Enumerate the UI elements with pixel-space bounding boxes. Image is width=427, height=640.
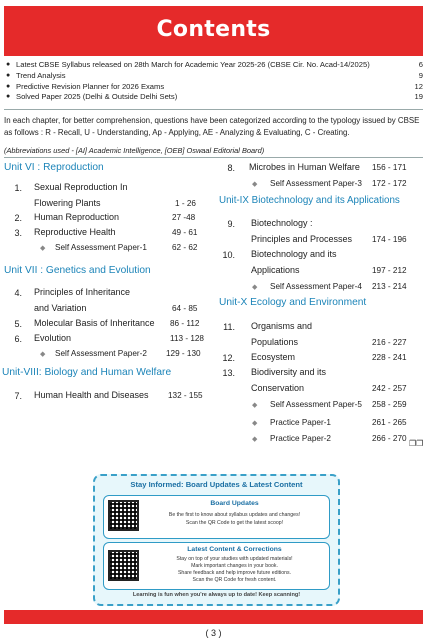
diamond-icon: ◆ <box>40 351 46 358</box>
card-line: Scan the QR Code for fresh content. <box>192 577 277 583</box>
title-banner <box>4 6 423 56</box>
chapter-title-cont[interactable]: Flowering Plants <box>34 198 101 208</box>
card-line: Be the first to know about syllabus updates and changes! <box>168 512 301 518</box>
box-footer: Learning is fun when you're always up to date! Keep scanning! <box>132 592 301 598</box>
card-line: Stay on top of your studies with updated materials! <box>176 556 293 562</box>
self-assessment-title[interactable]: Self Assessment Paper-4 <box>270 282 362 291</box>
chapter-title-cont[interactable]: and Variation <box>34 303 87 313</box>
diamond-icon: ◆ <box>40 245 46 252</box>
page-range: 258 - 259 <box>372 400 407 409</box>
divider <box>4 157 423 158</box>
unit-heading[interactable]: Unit-IX Biotechnology and its Applications <box>219 195 400 206</box>
card-title: Board Updates <box>210 500 259 507</box>
chapter-title[interactable]: Molecular Basis of Inheritance <box>34 318 155 328</box>
chapter-title-cont[interactable]: Conservation <box>251 383 305 393</box>
page-number: ( 3 ) <box>205 628 222 638</box>
chapter-title[interactable]: Reproductive Health <box>34 227 116 237</box>
diamond-icon: ◆ <box>252 284 258 291</box>
front-matter-item[interactable]: ● Trend Analysis 9 <box>6 70 423 80</box>
card-line: Scan the QR Code to get the latest scoop! <box>185 520 284 526</box>
practice-paper-title[interactable]: Practice Paper-2 <box>270 434 331 443</box>
chapter-number: 7. <box>14 391 22 401</box>
chapter-title[interactable]: Human Reproduction <box>34 212 120 222</box>
page-range: 172 - 172 <box>372 179 407 188</box>
qr-code-icon[interactable] <box>108 500 139 531</box>
chapter-number: 11. <box>223 322 235 332</box>
chapter-title[interactable]: Ecosystem <box>251 352 296 362</box>
self-assessment-title[interactable]: Self Assessment Paper-2 <box>55 349 147 358</box>
page-range: 49 - 61 <box>172 228 198 237</box>
stay-informed-box <box>93 474 340 606</box>
chapter-number: 9. <box>227 219 235 229</box>
page-range: 64 - 85 <box>172 304 198 313</box>
page-range: 62 - 62 <box>172 243 198 252</box>
page-range: 216 - 227 <box>372 338 407 347</box>
chapter-title-cont[interactable]: Principles and Processes <box>251 234 353 244</box>
page-range: 266 - 270 <box>372 434 407 443</box>
chapter-title[interactable]: Evolution <box>34 333 72 343</box>
page-range: 1 - 26 <box>175 199 196 208</box>
chapter-number: 6. <box>14 334 22 344</box>
chapter-title[interactable]: Sexual Reproduction In <box>34 182 128 192</box>
page-range: 156 - 171 <box>372 163 407 172</box>
front-matter-item[interactable]: ● Solved Paper 2025 (Delhi & Outside Delhi Sets) 19 <box>6 92 423 102</box>
diamond-icon: ◆ <box>252 181 258 188</box>
unit-heading[interactable]: Unit-VIII: Biology and Human Welfare <box>2 367 172 378</box>
front-matter-item[interactable]: ● Predictive Revision Planner for 2026 Exams 12 <box>6 81 423 91</box>
bullet-icon: ● <box>6 71 11 79</box>
chapter-title[interactable]: Organisms and <box>251 321 313 331</box>
chapter-title[interactable]: Microbes in Human Welfare <box>249 162 360 172</box>
chapter-title[interactable]: Biotechnology : <box>251 218 313 228</box>
page-title: Contents <box>156 17 271 42</box>
page-range: 197 - 212 <box>372 266 407 275</box>
page-range: 174 - 196 <box>372 235 407 244</box>
divider <box>4 109 423 110</box>
page-range: 132 - 155 <box>168 391 203 400</box>
card-line: Mark important changes in your book. <box>191 563 278 569</box>
chapter-number: 5. <box>14 319 22 329</box>
unit-heading[interactable]: Unit VII : Genetics and Evolution <box>4 265 151 276</box>
unit-heading[interactable]: Unit-X Ecology and Environment <box>219 297 367 308</box>
card-title: Latest Content & Corrections <box>187 546 282 553</box>
intro-paragraph: In each chapter, for better comprehension, questions have been categorized according to the typology issued by CBSE as follows : R - Recall, U - Understanding, Ap - Applying, AE - Analyzing & Evaluating, C - Creating. <box>4 116 420 138</box>
chapter-number: 10. <box>222 250 235 260</box>
page-range: 228 - 241 <box>372 353 407 362</box>
page-range: 242 - 257 <box>372 384 407 393</box>
front-matter-list <box>4 60 423 103</box>
chapter-number: 1. <box>14 183 22 193</box>
chapter-title[interactable]: Biotechnology and its <box>251 249 337 259</box>
chapter-number: 8. <box>227 163 235 173</box>
chapter-title-cont[interactable]: Populations <box>251 337 299 347</box>
practice-paper-title[interactable]: Practice Paper-1 <box>270 418 331 427</box>
chapter-title[interactable]: Human Health and Diseases <box>34 390 149 400</box>
latest-content-card[interactable] <box>103 542 330 590</box>
chapter-title-cont[interactable]: Applications <box>251 265 300 275</box>
chapter-number: 4. <box>14 288 22 298</box>
self-assessment-title[interactable]: Self Assessment Paper-5 <box>270 400 362 409</box>
bullet-icon: ● <box>6 82 11 90</box>
page-range: 86 - 112 <box>170 319 200 328</box>
chapter-title[interactable]: Principles of Inheritance <box>34 287 131 297</box>
abbreviations-note: (Abbreviations used - [AI] Academic Intelligence, [OEB] Oswaal Editorial Board) <box>4 146 265 155</box>
front-matter-item[interactable]: ● Latest CBSE Syllabus released on 28th March for Academic Year 2025-26 (CBSE Cir. No. Acad-14/2025) 6 <box>6 60 423 69</box>
chapter-number: 3. <box>14 228 22 238</box>
chapter-number: 13. <box>222 368 235 378</box>
page-range: 113 - 128 <box>170 334 204 343</box>
footer-bar <box>4 610 423 624</box>
chapter-title[interactable]: Biodiversity and its <box>251 367 327 377</box>
box-heading: Stay Informed: Board Updates & Latest Content <box>130 480 303 489</box>
page-range: 129 - 130 <box>166 349 201 358</box>
bullet-icon: ● <box>6 93 11 101</box>
page-range: 27 -48 <box>172 213 196 222</box>
unit-heading[interactable]: Unit VI : Reproduction <box>4 162 104 173</box>
bullet-icon: ● <box>6 61 11 68</box>
chapter-number: 12. <box>222 353 235 363</box>
chapter-number: 2. <box>14 213 22 223</box>
diamond-icon: ◆ <box>252 402 258 409</box>
end-mark-icon: ❐❐ <box>409 439 424 448</box>
page-range: 213 - 214 <box>372 282 407 291</box>
page-range: 261 - 265 <box>372 418 407 427</box>
qr-code-icon[interactable] <box>108 550 139 581</box>
self-assessment-title[interactable]: Self Assessment Paper-3 <box>270 179 362 188</box>
board-updates-card[interactable] <box>103 495 330 539</box>
diamond-icon: ◆ <box>252 420 258 427</box>
self-assessment-title[interactable]: Self Assessment Paper-1 <box>55 243 147 252</box>
card-line: Share feedback and help improve future editions. <box>177 570 292 576</box>
diamond-icon: ◆ <box>252 436 258 443</box>
